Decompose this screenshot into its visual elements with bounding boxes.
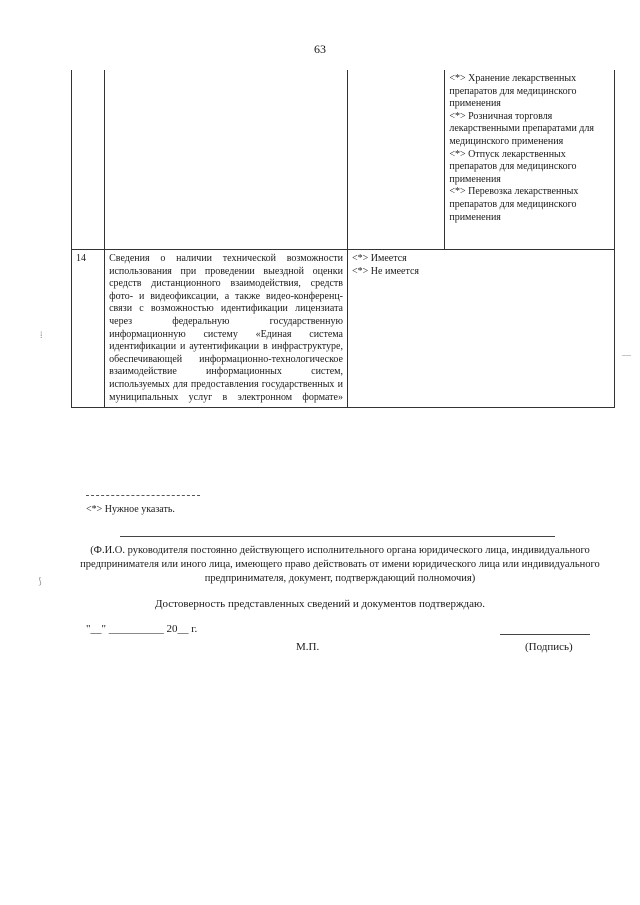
footnote: <*> Нужное указать.: [86, 504, 175, 515]
signature-label: (Подпись): [525, 641, 573, 653]
scan-mark: —: [622, 350, 631, 360]
option-retail: <*> Розничная торговля лекарственными препаратами для медицинского применения: [449, 110, 594, 147]
table-row-14: [72, 250, 615, 408]
option-not-available: <*> Не имеется: [352, 265, 420, 277]
footnote-divider: [86, 495, 200, 496]
option-storage: <*> Хранение лекарственных препаратов для медицинского применения: [449, 73, 577, 110]
row-middle-cell: [348, 70, 445, 250]
stamp-label: М.П.: [296, 641, 320, 653]
row-number: 14: [72, 250, 105, 408]
row-14-options-cell: [348, 250, 615, 408]
confirmation-text: Достоверность представленных сведений и документов подтверждаю.: [155, 598, 485, 610]
license-form-table: [71, 70, 615, 408]
option-available: <*> Имеется: [352, 253, 407, 264]
signature-line: [500, 634, 590, 635]
row-description-cell: [105, 70, 348, 250]
row-14-description-text: Сведения о наличии технической возможности использования при проведении выездной оценки средств дистанционного взаимодействия, средств фото- и видеофиксации, а также видео-конференц-связи с возможностью идентификации лицензиата через федеральную государственную информационную систему «Единая система идентификации и аутентификации в инфраструктуре, обеспечивающей информационно-технологическое взаимодействие информационных систем, используемых для предоставления государственных и муниципальных услуг в электронном формате»: [109, 253, 343, 403]
scan-mark: ⁞: [40, 330, 43, 340]
row-14-description: [105, 250, 348, 408]
row-number-cell: [72, 70, 105, 250]
option-dispensing: <*> Отпуск лекарственных препаратов для медицинского применения: [449, 148, 577, 185]
fio-signature-line: [120, 536, 555, 537]
row-options-cell: [445, 70, 615, 250]
page-number: 63: [314, 42, 326, 56]
option-transport: <*> Перевозка лекарственных препаратов для медицинского применения: [449, 186, 579, 223]
table-row-continued: [72, 70, 615, 250]
fio-caption: (Ф.И.О. руководителя постоянно действующего исполнительного органа юридического лица, индивидуального предпринимателя или иного лица, имеющего право действовать от имени юридического лица или индивидуального предпринимателя, документ, подтверждающий полномочия): [80, 545, 600, 584]
date-line: "__" __________ 20__ г.: [86, 623, 198, 635]
scan-mark: ⟆: [38, 576, 42, 586]
